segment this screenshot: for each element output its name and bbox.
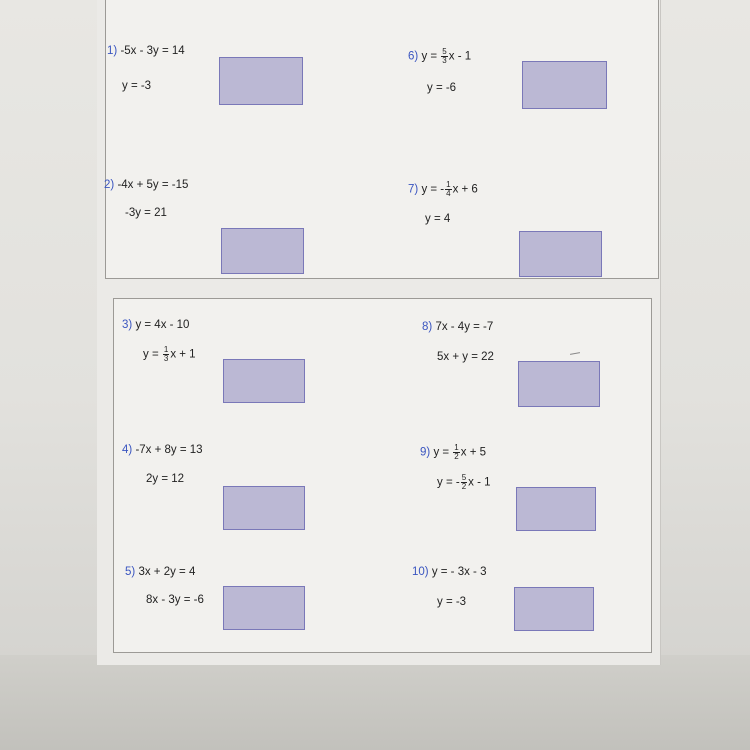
problem-3-equation-2 [143,346,196,363]
equation-1: y = 4x - 10 [135,319,190,331]
eq-suffix: x - 1 [448,50,472,63]
denominator: 2 [461,482,467,491]
problem-9 [420,444,486,461]
numerator: 5 [442,47,447,56]
eq-prefix: y = - [421,183,445,196]
answer-box-6[interactable] [522,61,607,109]
eq-prefix: y = [433,446,453,459]
fraction [445,181,451,198]
problem-10 [412,565,486,579]
problem-9-equation-2 [437,474,491,491]
eq-prefix: y = [143,348,162,361]
problem-number: 10) [412,566,429,578]
fraction [461,474,467,491]
problem-5-equation-2: 8x - 3y = -6 [146,594,204,606]
numerator: 1 [446,180,451,189]
answer-box-4[interactable] [223,486,305,530]
answer-box-9[interactable] [516,487,596,531]
eq-prefix: y = - [437,476,460,489]
problem-7 [408,181,478,198]
fraction [163,346,169,363]
eq-suffix: x + 1 [170,348,196,361]
answer-box-2[interactable] [221,228,304,274]
problem-number: 3) [122,319,133,331]
problem-number: 7) [408,183,419,196]
problem-7-equation-2: y = 4 [425,213,451,225]
problem-5 [125,565,195,579]
denominator: 2 [454,452,459,461]
eq-prefix: y = [421,50,441,63]
eq-suffix: x - 1 [468,476,491,489]
fraction [453,444,459,461]
problem-10-equation-2: y = -3 [437,596,467,608]
fraction [441,48,447,65]
problem-1 [107,44,185,58]
problem-2 [104,178,188,192]
equation-1: -7x + 8y = 13 [135,444,203,456]
numerator: 5 [461,473,467,482]
denominator: 3 [163,354,169,363]
problem-number: 2) [104,179,115,191]
numerator: 1 [454,443,459,452]
problem-6-equation-2: y = -6 [427,82,457,94]
problem-2-equation-2: -3y = 21 [125,207,167,219]
numerator: 1 [163,345,169,354]
background-bottom [0,655,750,750]
answer-box-10[interactable] [514,587,594,631]
equation-1: y = - 3x - 3 [431,566,487,578]
answer-box-8[interactable] [518,361,600,407]
problem-number: 1) [107,45,118,57]
problem-number: 5) [125,566,136,578]
answer-box-1[interactable] [219,57,303,105]
answer-box-3[interactable] [223,359,305,403]
problem-3 [122,318,189,332]
equation-1: 7x - 4y = -7 [435,321,494,333]
eq-suffix: x + 6 [452,183,478,196]
problem-4 [122,443,203,457]
problem-6 [408,48,471,65]
problem-number: 6) [408,50,419,63]
problem-number: 4) [122,444,133,456]
problem-8 [422,320,493,334]
problem-4-equation-2: 2y = 12 [146,473,185,485]
answer-box-7[interactable] [519,231,602,277]
problem-1-equation-2: y = -3 [122,80,152,92]
problem-8-equation-2: 5x + y = 22 [437,351,494,363]
equation-1: 3x + 2y = 4 [138,566,196,578]
problem-number: 8) [422,321,433,333]
eq-suffix: x + 5 [460,446,487,459]
denominator: 3 [442,56,447,65]
equation-1: -4x + 5y = -15 [117,179,189,191]
equation-1: -5x - 3y = 14 [120,45,185,57]
answer-box-5[interactable] [223,586,305,630]
denominator: 4 [446,189,451,198]
problem-number: 9) [420,446,431,459]
